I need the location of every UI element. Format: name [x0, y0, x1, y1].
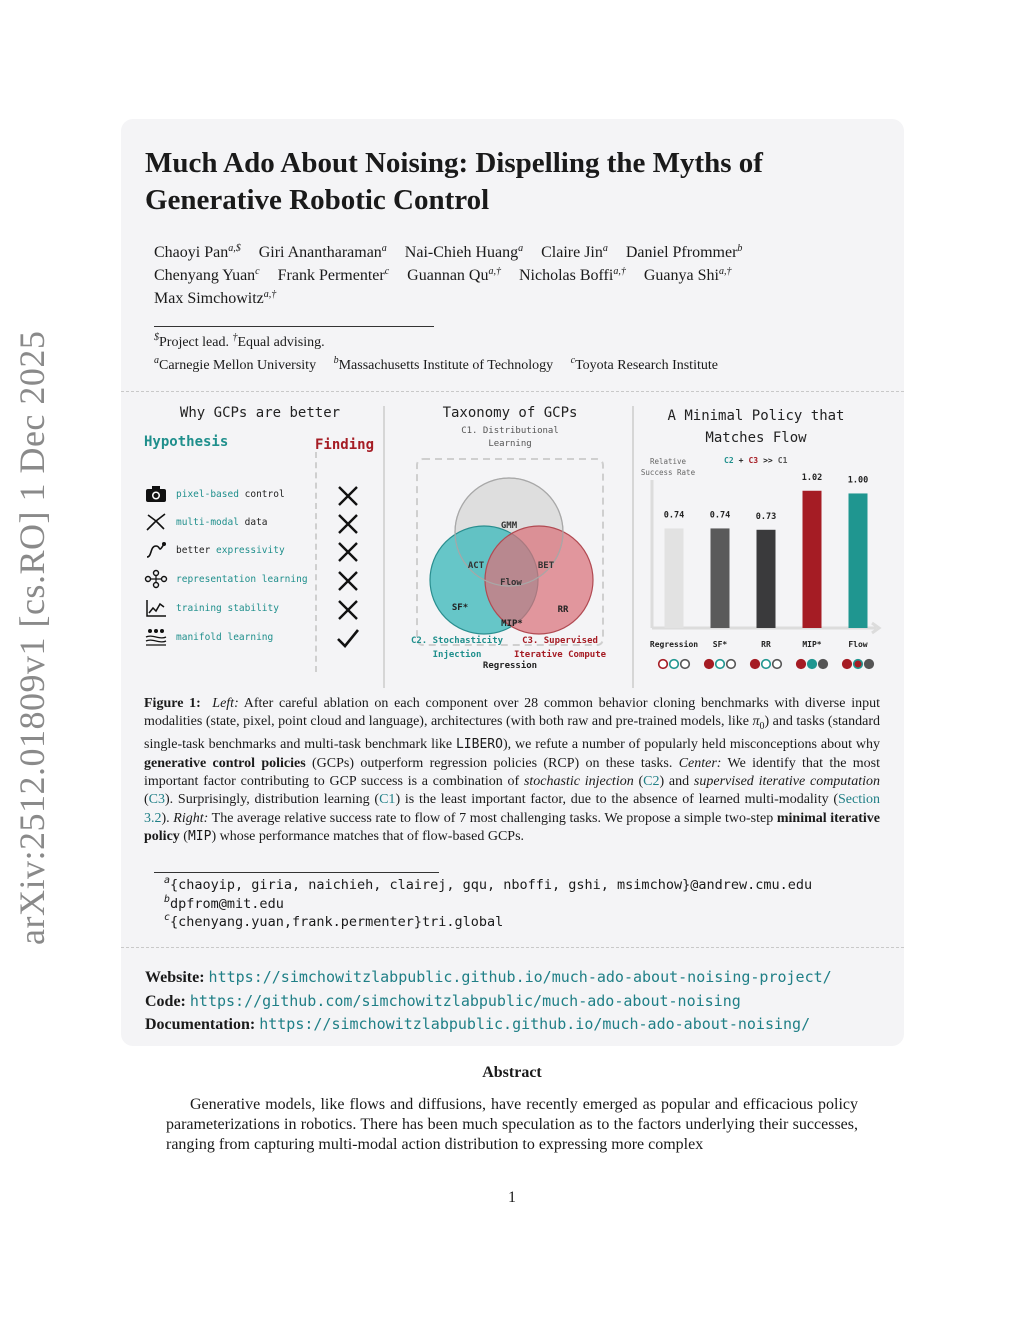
cross-icon [336, 512, 360, 536]
curve-icon [144, 540, 168, 560]
website-row: Website: https://simchowitzlabpublic.github.io/much-ado-about-noising-project/ [145, 968, 832, 986]
relative-success-bar-chart [638, 450, 888, 678]
bar-value-label: 0.73 [755, 511, 777, 522]
component-indicator-dot [843, 660, 852, 669]
component-indicator-dot [819, 660, 828, 669]
bar-flow [849, 493, 868, 628]
category-tick-label: SF* [712, 640, 728, 649]
author: Frank Permenter$^c$ [277, 266, 390, 284]
bet-label: BET [537, 561, 555, 571]
bar-value-label: 1.02 [801, 472, 823, 483]
author: Max Simchowitz$^{a,\dagger}$ [154, 289, 277, 307]
author: Nicholas Boffi$^{a,\dagger}$ [518, 266, 626, 284]
author: Nai-Chieh Huang$^a$ [404, 243, 524, 261]
mip-label: MIP* [501, 619, 523, 629]
chart-legend: C2 + C3 >> C1 [724, 456, 788, 465]
hypothesis-row: training stability [144, 598, 279, 618]
dashed-divider [121, 391, 904, 392]
affiliations: $^a$Carnegie Mellon University $^b$Massachusetts Institute of Technology $^c$Toyota Research Institute [154, 355, 718, 373]
y-axis-label-line1: Relative [649, 457, 687, 466]
line-chart-icon [144, 598, 168, 618]
component-indicator-dot [808, 660, 817, 669]
footnote-rule [154, 326, 434, 327]
figure-1 [140, 400, 890, 690]
author: Daniel Pfrommer$^b$ [625, 243, 743, 261]
hypothesis-row: better expressivity [144, 540, 285, 560]
regression-label: Regression [482, 661, 538, 671]
panel-separator [632, 406, 634, 688]
component-indicator-dot [716, 660, 725, 669]
paper-title: Much Ado About Noising: Dispelling the Myths of Generative Robotic Control [145, 147, 763, 216]
bar-sf [711, 528, 730, 628]
sf-label: SF* [451, 603, 469, 613]
y-axis-label-line2: Success Rate [640, 468, 696, 477]
category-tick-label: Flow [848, 640, 868, 649]
cross-icon [336, 484, 360, 508]
act-label: ACT [467, 561, 485, 571]
documentation-link[interactable]: https://simchowitzlabpublic.github.io/much-ado-about-noising/ [259, 1015, 811, 1033]
figure-caption: Figure 1: Left: After careful ablation on each component over 28 common behavior cloning benchmarks with diverse input modalities (state, pixel, point cloud and language), architectures (with both raw and pre-trained models, like $\pi_0$) and tasks (standard single-task benchmarks and multi-task benchmark like LIBERO), we refute a number of popularly held misconceptions about why generative control policies (GCPs) outperform regression policies (RCP) on these tasks. Center: We identify that the most important factor contributing to GCP success is a combination of stochastic injection (C2) and supervised iterative computation (C3). Surprisingly, distribution learning (C1) is the least important factor, due to the absence of learned multi-modality (Section 3.2). Right: The average relative success rate to flow of 7 most challenging tasks. We propose a simple two-step minimal iterative policy (MIP) whose performance matches that of flow-based GCPs. [144, 696, 881, 844]
page-number: 1 [508, 1189, 516, 1206]
email-rule [154, 872, 439, 873]
panel-separator [383, 406, 385, 688]
lead-note: $Project lead. †Equal advising. [154, 332, 325, 350]
hypothesis-row: multi-modal data [144, 512, 268, 532]
manifold-icon [144, 627, 168, 647]
flow-label: Flow [500, 578, 522, 588]
code-row: Code: https://github.com/simchowitzlabpublic/much-ado-about-noising [145, 991, 741, 1010]
component-indicator-dot [865, 660, 874, 669]
c2-link[interactable]: C2 [643, 773, 660, 789]
bar-value-label: 1.00 [847, 475, 869, 486]
finding-divider [315, 452, 317, 672]
check-icon [336, 626, 360, 650]
author: Guanya Shi$^{a,\dagger}$ [643, 266, 732, 284]
category-tick-label: RR [761, 640, 771, 649]
c1-link[interactable]: C1 [379, 792, 396, 808]
author: Guannan $Qu^{a,\dagger}$ [407, 266, 501, 284]
email-line: $^b$dpfrom@mit.edu [164, 893, 284, 912]
c3-caption: C3. Supervised Iterative Compute [513, 636, 607, 660]
camera-icon [144, 484, 168, 504]
author: Claire Jin$^a$ [541, 243, 608, 261]
email-line: $^a${chaoyip, giria, naichieh, clairej, gqu, nboffi, gshi, msimchow}@andrew.cmu.edu [164, 875, 813, 893]
rr-label: RR [557, 605, 569, 615]
bar-regression [665, 528, 684, 628]
c1-label: C1. Distributional Learning [461, 426, 559, 449]
author: Chenyang Yuan$^c$ [154, 266, 260, 284]
component-indicator-dot [670, 660, 679, 669]
component-indicator-dot [659, 660, 668, 669]
c2-caption: C2. Stochasticity Injection [410, 636, 504, 660]
bar-mip [803, 491, 822, 628]
resource-links [145, 966, 832, 1037]
bar-value-label: 0.74 [709, 510, 731, 521]
component-indicator-dot [762, 660, 771, 669]
right-panel-title: A Minimal Policy that Matches Flow [667, 408, 845, 446]
taxonomy-venn-diagram [400, 450, 620, 671]
code-link[interactable]: https://github.com/simchowitzlabpublic/much-ado-about-noising [189, 991, 741, 1010]
footnotes [154, 331, 854, 377]
author: Chaoyi Pan$^{a,\$}$ [154, 243, 241, 261]
cross-icon [336, 598, 360, 622]
abstract-body: Generative models, like flows and diffusions, have recently emerged as popular and efficacious policy parameterizations in robotics. There has been much speculation as to the factors underlying their successes, ranging from capturing multi-modal action distribution to expressing more complex [166, 1096, 858, 1153]
dashed-divider [121, 947, 904, 948]
bar-rr [757, 530, 776, 628]
network-icon [144, 569, 168, 589]
email-line: $^c${chenyang.yuan,frank.permenter}tri.global [164, 912, 504, 930]
email-list [164, 876, 812, 932]
component-indicator-dot [705, 660, 714, 669]
arxiv-identifier: arXiv:2512.01809v1 [cs.RO] 1 Dec 2025 [12, 330, 52, 945]
bar-value-label: 0.74 [663, 510, 685, 521]
hypothesis-heading: Hypothesis [144, 434, 229, 450]
author-row [154, 241, 874, 264]
section-link[interactable]: Section 3.2 [144, 792, 880, 826]
component-indicator-dot [727, 660, 736, 669]
category-tick-label: MIP* [802, 640, 822, 649]
hypothesis-row: pixel-based control [144, 484, 285, 504]
author-row [154, 264, 874, 287]
author-list [154, 241, 874, 310]
component-indicator-dot [773, 660, 782, 669]
cross-icon [336, 569, 360, 593]
center-panel-title: Taxonomy of GCPs [442, 405, 578, 421]
c3-link[interactable]: C3 [148, 792, 166, 808]
component-indicator-dot [751, 660, 760, 669]
category-tick-label: Regression [649, 640, 699, 649]
gmm-label: GMM [500, 521, 518, 531]
author: Giri Anantharaman$^a$ [258, 243, 387, 261]
multi-branch-icon [144, 512, 168, 532]
hypothesis-row: representation learning [144, 569, 308, 589]
cross-icon [336, 540, 360, 564]
docs-row: Documentation: https://simchowitzlabpublic.github.io/much-ado-about-noising/ [145, 1015, 811, 1033]
author-row [154, 287, 874, 310]
component-indicator-dot [854, 660, 863, 669]
hypothesis-row: manifold learning [144, 627, 273, 647]
abstract-heading: Abstract [482, 1064, 542, 1081]
left-panel-title: Why GCPs are better [179, 405, 341, 421]
finding-heading: Finding [315, 437, 375, 453]
component-indicator-dot [681, 660, 690, 669]
website-link[interactable]: https://simchowitzlabpublic.github.io/much-ado-about-noising-project/ [208, 968, 832, 986]
component-indicator-dot [797, 660, 806, 669]
